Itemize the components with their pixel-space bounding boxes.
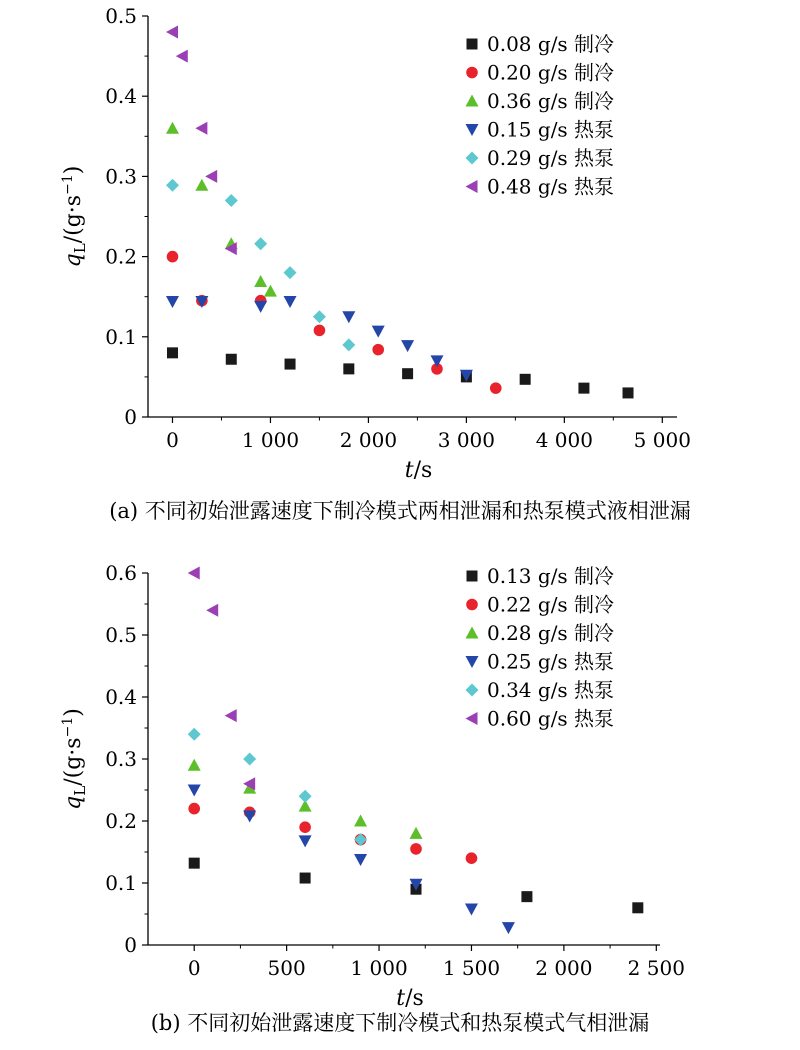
data-point (299, 835, 312, 847)
x-tick-label: 2 000 (535, 956, 593, 980)
x-tick-label: 0 (166, 428, 179, 452)
y-axis-title-subscript: L (71, 243, 89, 254)
data-point (166, 296, 179, 308)
data-point (520, 374, 531, 385)
y-tick-label: 0.3 (105, 747, 137, 771)
legend-label: 0.20 g/s 制冷 (487, 60, 615, 85)
x-axis-title (405, 458, 433, 483)
data-point (166, 179, 179, 192)
y-tick-label: 0.2 (105, 244, 137, 269)
y-tick-label: 0 (124, 405, 137, 429)
x-axis-title-unit: /s (413, 458, 433, 483)
data-point (189, 858, 200, 869)
series-5 (188, 728, 367, 846)
series-1 (167, 347, 634, 398)
x-tick-label: 1 500 (442, 956, 501, 980)
data-point (188, 759, 201, 771)
data-point (195, 179, 208, 191)
data-point (205, 170, 217, 183)
x-tick-label: 1 000 (241, 428, 300, 452)
y-axis-title (60, 708, 89, 810)
y-axis-title-close: ) (61, 708, 86, 717)
data-point (401, 340, 414, 352)
data-point (225, 194, 238, 207)
chart-panel-b (60, 561, 685, 1035)
legend-marker (466, 712, 478, 725)
data-point (354, 833, 367, 846)
data-point (632, 902, 643, 913)
x-tick-label: 2 000 (339, 428, 398, 452)
data-point (521, 891, 532, 902)
data-point (206, 604, 218, 617)
data-point (195, 122, 207, 135)
series-4 (166, 296, 473, 382)
legend-label: 0.34 g/s 热泵 (487, 678, 615, 702)
x-tick-label: 1 000 (350, 956, 408, 980)
data-point (502, 922, 515, 934)
legend-marker (466, 684, 479, 697)
data-point (226, 354, 237, 365)
data-point (313, 310, 326, 323)
y-axis-title-symbol: q (61, 795, 86, 810)
data-point (465, 904, 478, 916)
figure-caption: (b) 不同初始泄露速度下制冷模式和热泵模式气相泄漏 (150, 1011, 650, 1035)
series-2 (167, 251, 502, 394)
legend-marker (467, 571, 478, 582)
data-point (299, 790, 312, 803)
data-point (372, 326, 385, 338)
legend (466, 564, 615, 731)
y-axis-title-unit: /(g·s (61, 194, 86, 244)
legend-label: 0.25 g/s 热泵 (487, 649, 615, 674)
y-axis-title-close: ) (61, 165, 86, 175)
data-point (225, 709, 237, 722)
data-point (254, 275, 267, 287)
x-axis-title-symbol: t (404, 458, 414, 483)
x-tick-label: 5 000 (633, 428, 691, 452)
x-tick-label: 4 000 (535, 428, 593, 452)
y-tick-label: 0.1 (105, 324, 137, 349)
data-point (300, 873, 311, 884)
legend-marker (466, 656, 479, 668)
data-point (254, 237, 267, 250)
legend-marker (466, 152, 479, 165)
legend-label: 0.15 g/s 热泵 (487, 117, 615, 142)
data-point (254, 301, 267, 313)
data-point (466, 852, 478, 864)
data-point (188, 803, 200, 815)
data-point (167, 251, 179, 263)
data-point (402, 368, 413, 379)
x-tick-label: 0 (187, 956, 201, 980)
data-point (342, 338, 355, 351)
y-tick-label: 0.5 (105, 623, 137, 647)
series-6 (188, 567, 255, 791)
y-tick-label: 0.1 (105, 871, 137, 895)
figure-caption: (a) 不同初始泄露速度下制冷模式两相泄漏和热泵模式液相泄漏 (109, 499, 691, 523)
series-5 (166, 179, 355, 352)
y-axis-title-subscript: L (71, 785, 89, 796)
y-tick-label: 0.5 (105, 4, 137, 28)
data-point (166, 26, 178, 39)
legend-marker (466, 124, 479, 136)
data-point (285, 359, 296, 370)
data-point (623, 387, 634, 398)
y-axis-title-superscript: −1 (60, 716, 76, 738)
y-tick-label: 0.3 (105, 164, 137, 189)
data-point (188, 567, 200, 580)
series-2 (188, 803, 477, 864)
x-axis-title-symbol: t (396, 986, 406, 1011)
y-tick-label: 0.4 (105, 685, 137, 709)
legend-marker (466, 180, 478, 193)
data-point (342, 311, 355, 323)
y-axis-title-unit: /(g·s (61, 737, 86, 786)
legend-marker (466, 67, 478, 79)
series-6 (166, 26, 237, 256)
y-tick-label: 0.2 (105, 809, 137, 833)
legend-marker (466, 599, 478, 611)
chart-panel-a (60, 4, 691, 523)
data-point (490, 382, 502, 394)
data-point (299, 821, 311, 833)
legend-label: 0.60 g/s 热泵 (487, 706, 615, 731)
legend-label: 0.08 g/s 制冷 (487, 32, 615, 56)
legend-marker (466, 627, 479, 639)
legend-marker (467, 39, 478, 50)
data-point (166, 122, 179, 134)
data-point (188, 785, 201, 797)
data-point (176, 50, 188, 63)
y-axis-title (60, 166, 89, 268)
legend-label: 0.48 g/s 热泵 (487, 174, 615, 199)
y-tick-label: 0.6 (105, 561, 137, 585)
x-tick-label: 500 (267, 956, 306, 980)
data-point (188, 728, 201, 741)
data-point (372, 344, 384, 356)
legend-label: 0.36 g/s 制冷 (487, 89, 615, 113)
data-point (354, 815, 367, 827)
data-point (410, 827, 423, 839)
data-point (284, 296, 297, 308)
data-point (410, 843, 422, 855)
data-point (343, 363, 354, 374)
y-tick-label: 0.4 (105, 84, 137, 109)
x-axis-title (396, 986, 424, 1011)
y-axis-title-superscript: −1 (60, 174, 76, 195)
legend-marker (466, 95, 479, 107)
data-point (354, 854, 367, 866)
y-tick-label: 0 (124, 933, 137, 957)
legend-label: 0.28 g/s 制冷 (487, 621, 615, 645)
legend (466, 32, 615, 199)
data-point (578, 383, 589, 394)
x-tick-label: 3 000 (437, 428, 496, 452)
series-3 (166, 122, 277, 297)
data-point (243, 753, 256, 766)
x-tick-label: 2 500 (627, 956, 685, 980)
data-point (243, 811, 256, 823)
x-axis-title-unit: /s (405, 986, 424, 1011)
legend-label: 0.29 g/s 热泵 (487, 146, 615, 170)
data-point (167, 347, 178, 358)
data-point (314, 325, 326, 337)
legend-label: 0.22 g/s 制冷 (487, 592, 615, 617)
y-axis-title-symbol: q (61, 253, 86, 268)
data-point (284, 266, 297, 279)
legend-label: 0.13 g/s 制冷 (487, 564, 615, 588)
